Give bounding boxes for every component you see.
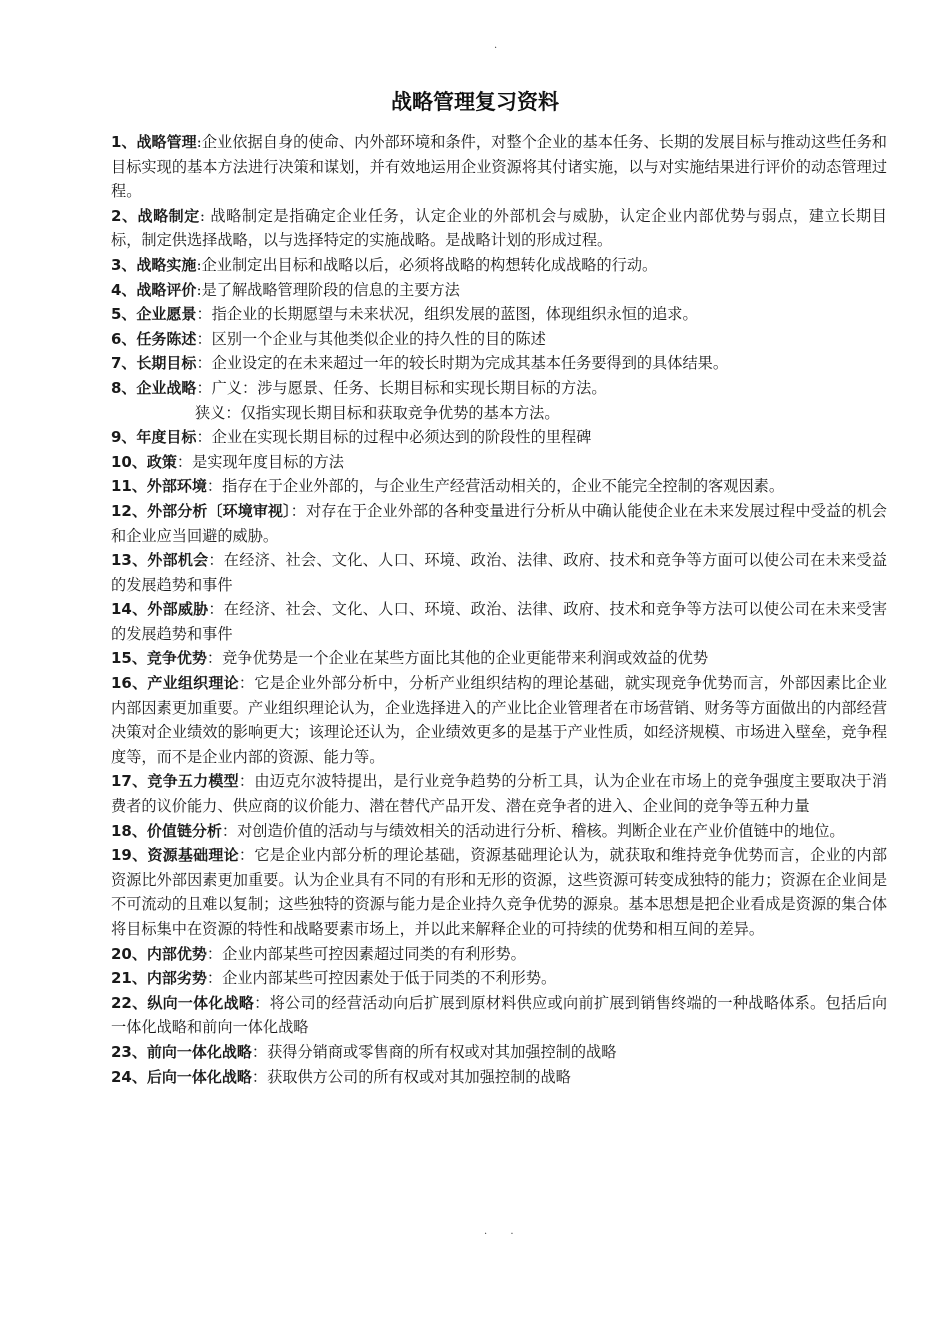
page-title: 战略管理复习资料 <box>391 90 559 114</box>
glossary-entry <box>111 278 887 303</box>
entry-term: 1、战略管理 <box>111 133 197 151</box>
entry-term: 24、后向一体化战略 <box>111 1067 252 1086</box>
entry-definition: ：将公司的经营活动向后扩展到原材料供应或向前扩展到销售终端的一种战略体系。包括后向一体化战略和前向一体化战略 <box>111 993 888 1037</box>
glossary-entry <box>111 1065 887 1090</box>
entry-definition: ：获取供方公司的所有权或对其加强控制的战略 <box>251 1067 571 1086</box>
entry-definition: 狭义：仅指实现长期目标和获取竞争优势的基本方法。 <box>195 403 560 422</box>
glossary-entry <box>111 253 887 278</box>
entry-definition: ：广义：涉与愿景、任务、长期目标和实现长期目标的方法。 <box>196 378 607 397</box>
entry-definition: ：它是企业内部分析的理论基础，资源基础理论认为，就获取和维持竞争优势而言，企业的内部资源比外部因素更加重要。认为企业具有不同的有形和无形的资源，这些资源可转变成独特的能力；资源在企业间是不可流动的且难以复制；这些独特的资源与能力是企业持久竞争优势的源泉。基本思想是把企业看成是资源的集合体将目标集中在资源的特性和战略要素市场上，并以此来解释企业的可持续的优势和相互间的差异。 <box>111 846 887 938</box>
entry-definition: ：它是企业外部分析中，分析产业组织结构的理论基础，就实现竞争优势而言，外部因素比企业内部因素更加重要。产业组织理论认为，企业选择进入的产业比企业管理者在市场营销、财务等方面做出的内部经营决策对企业绩效的影响更大；该理论还认为，企业绩效更多的是基于产业性质，如经济规模、市场进入壁垒，竞争程度等，而不是企业内部的资源、能力等。 <box>111 674 887 766</box>
entry-definition: ：对创造价值的活动与与绩效相关的活动进行分析、稽核。判断企业在产业价值链中的地位。 <box>221 821 845 840</box>
entry-definition: ：企业内部某些可控因素超过同类的有利形势。 <box>206 944 526 963</box>
entry-definition: :是了解战略管理阶段的信息的主要方法 <box>196 280 460 299</box>
glossary-entry <box>111 425 887 450</box>
entry-term: 22、纵向一体化战略 <box>111 993 255 1012</box>
entry-definition: ：是实现年度目标的方法 <box>176 452 344 471</box>
glossary-entry <box>111 351 887 376</box>
glossary-entry <box>111 474 887 499</box>
entry-definition: ：在经济、社会、文化、人口、环境、政治、法律、政府、技术和竞争等方法可以使公司在未来受害的发展趋势和事件 <box>111 600 888 643</box>
entry-term: 23、前向一体化战略 <box>111 1042 252 1061</box>
glossary-entry <box>111 204 887 253</box>
glossary-entry <box>111 646 887 671</box>
entry-term: 3、战略实施 <box>111 255 197 274</box>
entry-term: 19、资源基础理论 <box>111 846 239 865</box>
entry-definition: ：由迈克尔波特提出，是行业竞争趋势的分析工具，认为企业在市场上的竞争强度主要取决于消费者的议价能力、供应商的议价能力、潜在替代产品开发、潜在竞争者的进入、企业间的竞争等五种力量 <box>111 772 887 816</box>
entry-definition: ：企业设定的在未来超过一年的较长时期为完成其基本任务要得到的具体结果。 <box>196 354 729 373</box>
glossary-entry <box>111 966 887 991</box>
glossary-entry <box>111 327 887 352</box>
glossary-entry <box>111 302 887 327</box>
entry-term: 6、任务陈述 <box>111 329 197 348</box>
glossary-entry <box>111 401 887 426</box>
entry-term: 10、政策 <box>111 452 177 471</box>
entry-term: 16、产业组织理论 <box>111 674 239 693</box>
entry-term: 12、外部分析〔环境审视〕 <box>111 501 291 520</box>
glossary-entry <box>111 499 887 548</box>
entry-term: 17、竞争五力模型 <box>111 772 239 791</box>
glossary-entry <box>111 991 887 1040</box>
glossary-entry <box>111 843 887 941</box>
entry-definition: ：指存在于企业外部的，与企业生产经营活动相关的，企业不能完全控制的客观因素。 <box>206 477 784 496</box>
glossary-entry <box>111 376 887 401</box>
entry-term: 8、企业战略 <box>111 378 197 397</box>
glossary-entry <box>111 769 887 818</box>
bottom-mark: . . <box>484 1226 524 1237</box>
entry-term: 2、战略制定 <box>111 206 200 225</box>
glossary-entry <box>111 671 887 769</box>
entry-term: 14、外部威胁 <box>111 600 209 619</box>
entry-definition: ：获得分销商或零售商的所有权或对其加强控制的战略 <box>251 1042 617 1061</box>
glossary-list <box>111 130 887 1089</box>
entry-term: 18、价值链分析 <box>111 821 222 840</box>
entry-definition: ：在经济、社会、文化、人口、环境、政治、法律、政府、技术和竞争等方面可以使公司在未来受益的发展趋势和事件 <box>111 551 888 594</box>
glossary-entry <box>111 450 887 475</box>
entry-term: 4、战略评价 <box>111 280 197 299</box>
entry-definition: :企业制定出目标和战略以后，必须将战略的构想转化成战略的行动。 <box>196 255 658 274</box>
glossary-entry <box>111 548 887 597</box>
entry-definition: ：企业内部某些可控因素处于低于同类的不利形势。 <box>206 969 557 988</box>
entry-term: 7、长期目标 <box>111 354 197 373</box>
entry-term: 11、外部环境 <box>111 477 207 496</box>
entry-term: 15、竞争优势 <box>111 649 207 668</box>
top-mark: . <box>494 40 498 51</box>
entry-definition: ：对存在于企业外部的各种变量进行分析从中确认能使企业在未来发展过程中受益的机会和企业应当回避的威胁。 <box>111 501 887 545</box>
entry-definition: :企业依据自身的使命、内外部环境和条件，对整个企业的基本任务、长期的发展目标与推动这些任务和目标实现的基本方法进行决策和谋划，并有效地运用企业资源将其付诸实施，以与对实施结果进行评价的动态管理过程。 <box>111 133 887 201</box>
entry-definition: ：竞争优势是一个企业在某些方面比其他的企业更能带来利润或效益的优势 <box>206 649 709 668</box>
entry-definition: ：指企业的长期愿望与未来状况，组织发展的蓝图，体现组织永恒的追求。 <box>196 305 698 324</box>
entry-term: 21、内部劣势 <box>111 969 207 988</box>
glossary-entry <box>111 819 887 844</box>
entry-definition: ：区别一个企业与其他类似企业的持久性的目的陈述 <box>196 329 546 348</box>
entry-definition: ：企业在实现长期目标的过程中必须达到的阶段性的里程碑 <box>196 428 592 447</box>
entry-definition: : 战略制定是指确定企业任务，认定企业的外部机会与威胁，认定企业内部优势与弱点，建立长期目标，制定供选择战略，以与选择特定的实施战略。是战略计划的形成过程。 <box>111 206 887 250</box>
glossary-entry <box>111 130 887 204</box>
glossary-entry <box>111 942 887 967</box>
entry-term: 20、内部优势 <box>111 944 207 963</box>
glossary-entry <box>111 1040 887 1065</box>
entry-term: 13、外部机会 <box>111 551 209 570</box>
entry-term: 9、年度目标 <box>111 428 197 447</box>
glossary-entry <box>111 597 887 646</box>
entry-term: 5、企业愿景 <box>111 305 197 324</box>
